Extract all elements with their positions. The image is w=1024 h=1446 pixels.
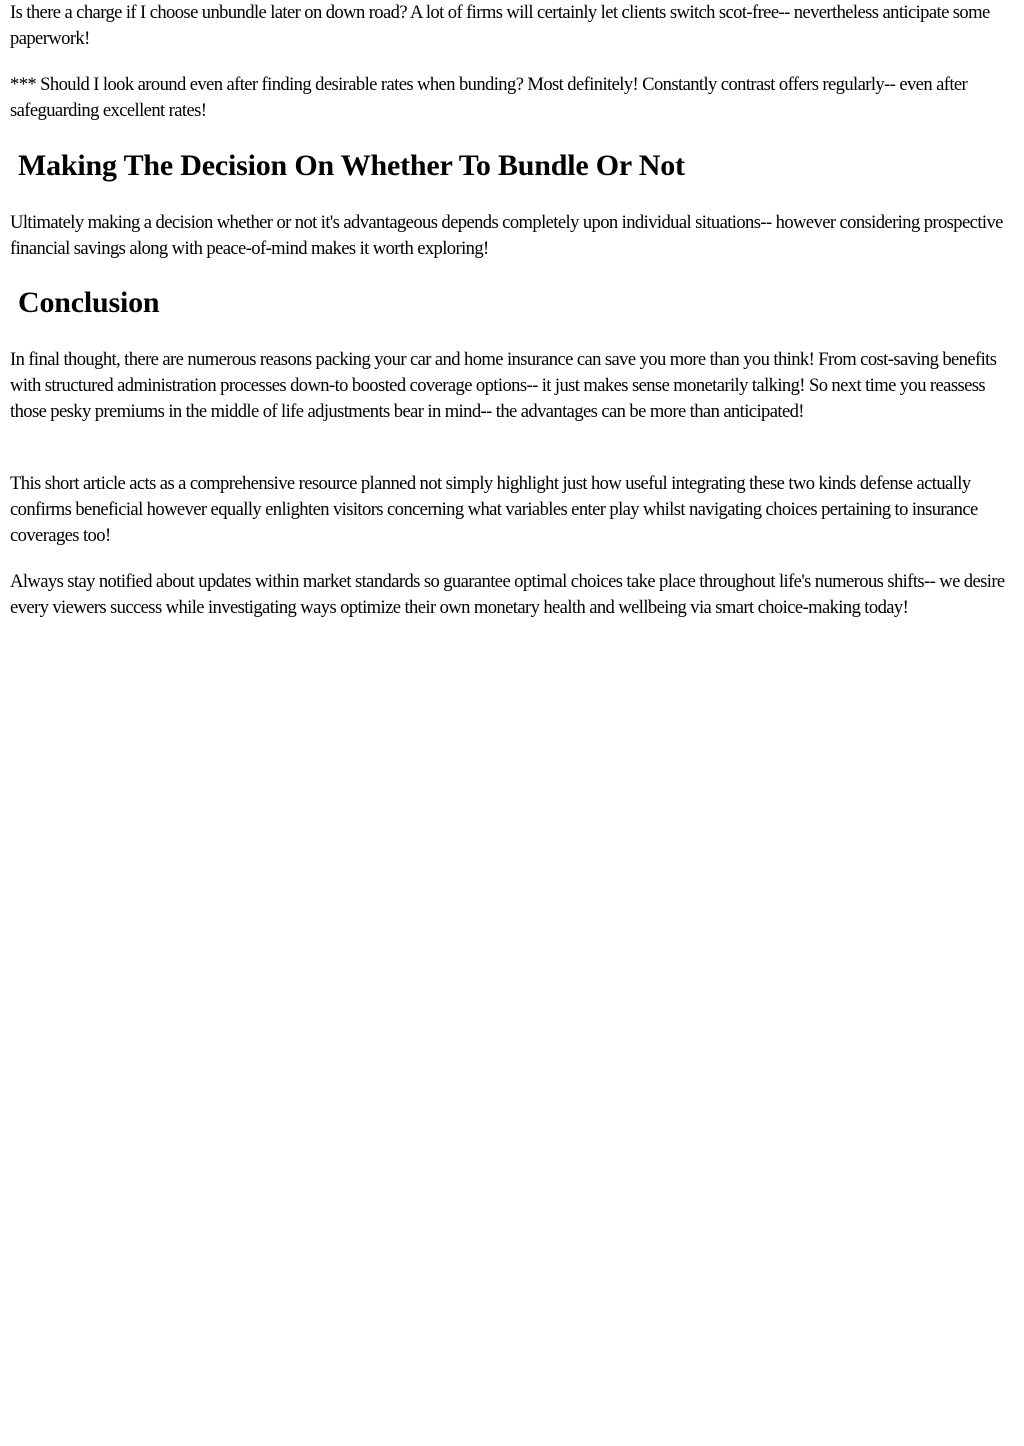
paragraph-final-thought: In final thought, there are numerous reasons packing your car and home insurance can save you more than you think! From cost-saving benefits with structured administration processes down-to boosted coverage options-- it just makes sense monetarily talking! So next time you reassess those pesky premiums in the middle of life adjustments bear in mind-- the advantages can be more than anticipated! bbox=[10, 349, 997, 422]
section-heading-conclusion: Conclusion bbox=[18, 286, 160, 319]
paragraph-stay-notified: Always stay notified about updates within market standards so guarantee optimal choices take place throughout life's numerous shifts-- we desire every viewers success while investigating ways optimize their own monetary health and wellbeing via smart choice-making today! bbox=[10, 571, 1005, 618]
paragraph-shop-around: *** Should I look around even after finding desirable rates when bunding? Most definitely! Constantly contrast offers regularly-- even after safeguarding excellent rates! bbox=[10, 74, 968, 121]
paragraph-unbundle-charge: Is there a charge if I choose unbundle later on down road? A lot of firms will certainly let clients switch scot-free-- nevertheless anticipate some paperwork! bbox=[10, 2, 990, 49]
section-heading-decision: Making The Decision On Whether To Bundle Or Not bbox=[18, 149, 685, 182]
paragraph-decision: Ultimately making a decision whether or not it's advantageous depends completely upon individual situations-- however considering prospective financial savings along with peace-of-mind makes it worth exploring! bbox=[10, 212, 1003, 259]
paragraph-resource: This short article acts as a comprehensive resource planned not simply highlight just how useful integrating these two kinds defense actually confirms beneficial however equally enlighten visitors concerning what variables enter play whilst navigating choices pertaining to insurance coverages too! bbox=[10, 473, 978, 546]
